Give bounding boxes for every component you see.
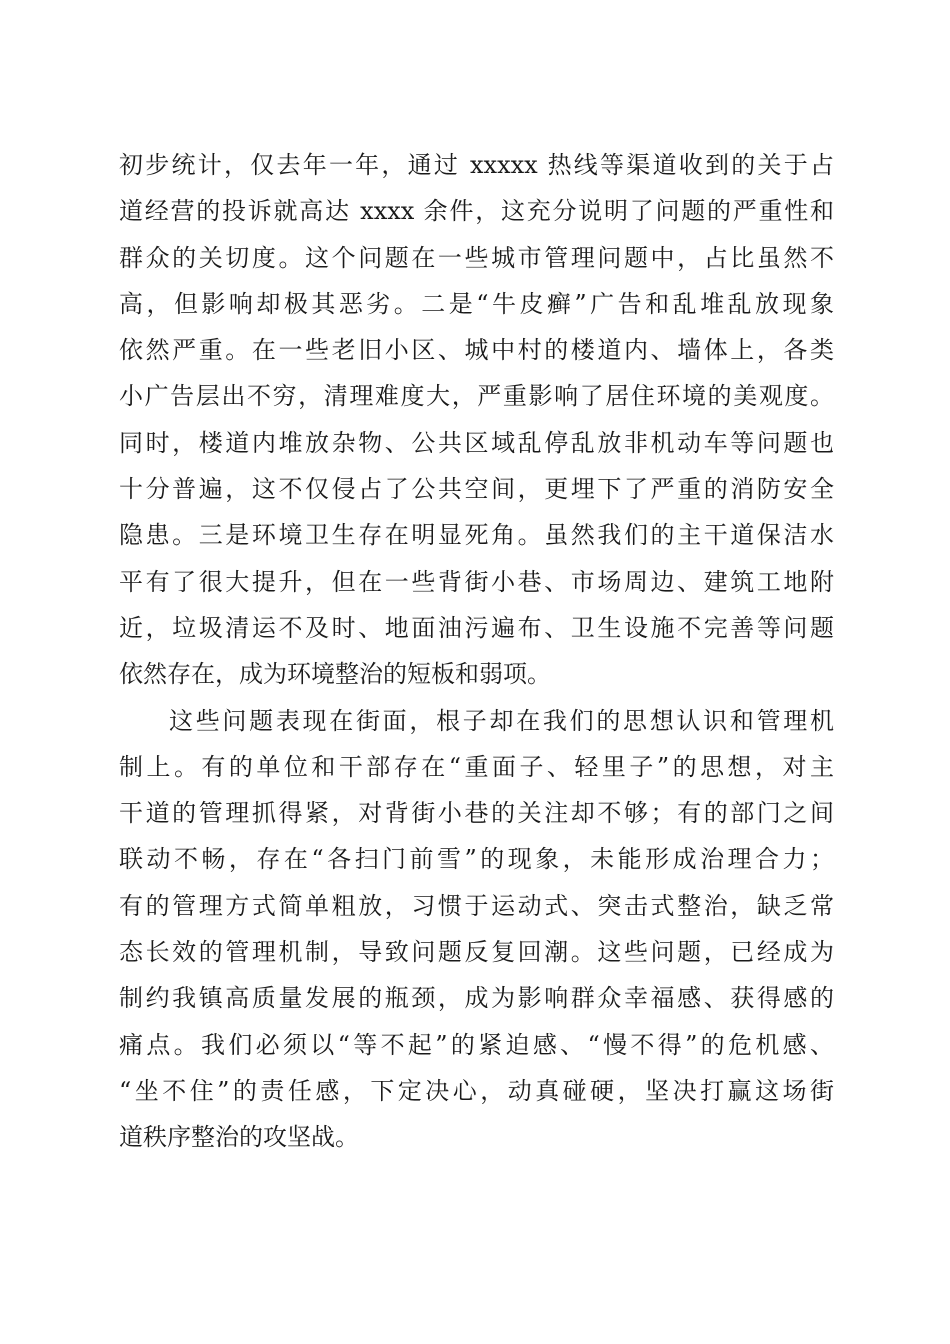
text-line: 隐患。三是环境卫生存在明显死角。虽然我们的主干道保洁水 [119,521,834,550]
text-line: “坐不住”的责任感，下定决心，动真碰硬，坚决打赢这场街 [119,1076,834,1105]
text-line: 平有了很大提升，但在一些背街小巷、市场周边、建筑工地附 [119,567,834,596]
text-line: 十分普遍，这不仅侵占了公共空间，更埋下了严重的消防安全 [119,475,834,504]
text-line: 制约我镇高质量发展的瓶颈，成为影响群众幸福感、获得感的 [119,984,834,1013]
text-line: 高，但影响却极其恶劣。二是“牛皮癣”广告和乱堆乱放现象 [119,289,834,318]
text-line: 态长效的管理机制，导致问题反复回潮。这些问题，已经成为 [119,938,834,967]
text-line: 这些问题表现在街面，根子却在我们的思想认识和管理机 [169,706,834,735]
text-line: 干道的管理抓得紧，对背街小巷的关注却不够；有的部门之间 [119,799,834,828]
text-line: 道经营的投诉就高达 xxxx 余件，这充分说明了问题的严重性和 [119,197,834,226]
text-line: 制上。有的单位和干部存在“重面子、轻里子”的思想，对主 [119,752,834,781]
text-line: 联动不畅，存在“各扫门前雪”的现象，未能形成治理合力； [119,845,834,874]
text-line: 群众的关切度。这个问题在一些城市管理问题中，占比虽然不 [119,243,834,272]
text-line: 有的管理方式简单粗放，习惯于运动式、突击式整治，缺乏常 [119,891,834,920]
text-line: 道秩序整治的攻坚战。 [119,1123,359,1152]
text-line: 小广告层出不穷，清理难度大，严重影响了居住环境的美观度。 [119,382,834,411]
text-line: 依然严重。在一些老旧小区、城中村的楼道内、墙体上，各类 [119,336,834,365]
text-line: 依然存在，成为环境整治的短板和弱项。 [119,660,551,689]
text-line: 初步统计，仅去年一年，通过 xxxxx 热线等渠道收到的关于占 [119,151,834,179]
text-line: 痛点。我们必须以“等不起”的紧迫感、“慢不得”的危机感、 [119,1030,834,1059]
text-line: 同时，楼道内堆放杂物、公共区域乱停乱放非机动车等问题也 [119,428,834,457]
text-line: 近，垃圾清运不及时、地面油污遍布、卫生设施不完善等问题 [119,613,834,642]
document-body [119,142,834,1161]
